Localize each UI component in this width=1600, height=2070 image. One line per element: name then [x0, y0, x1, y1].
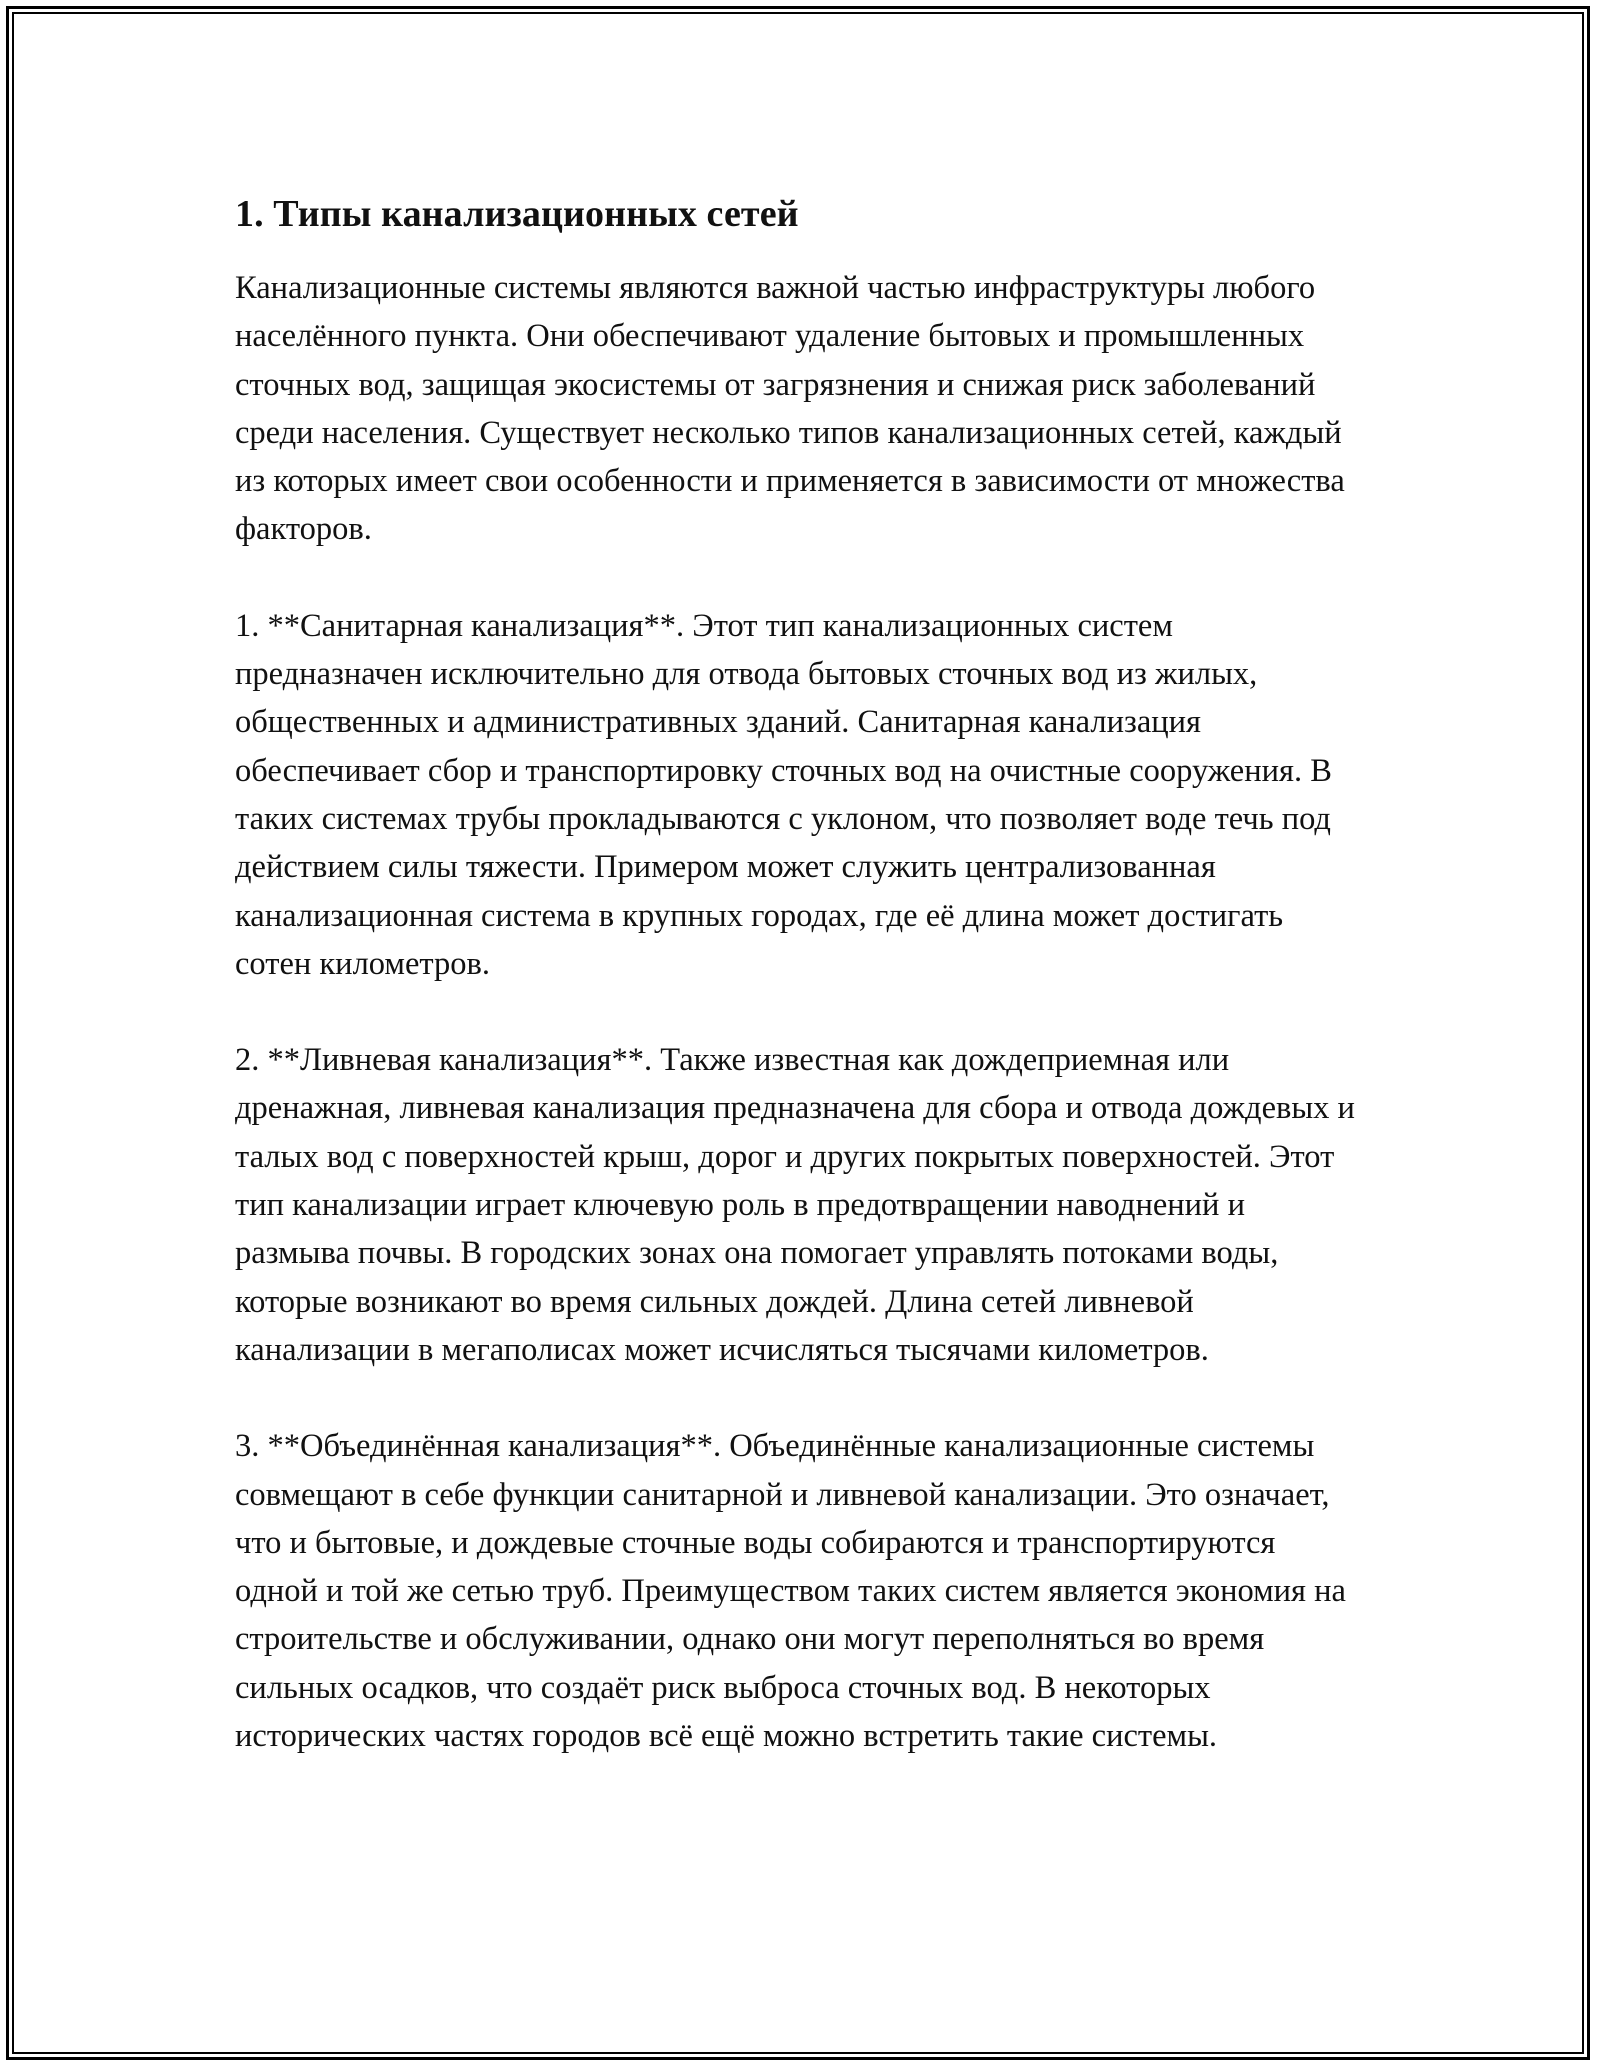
- paragraph-storm-sewer: 2. **Ливневая канализация**. Также известная как дождеприемная или дренажная, ливневая канализация предназначена для сбора и отвода дождевых и талых вод с поверхностей крыш, дорог и других покрытых поверхностей. Этот тип канализации играет ключевую роль в предотвращении наводнений и размыва почвы. В городских зонах она помогает управлять потоками воды, которые возникают во время сильных дождей. Длина сетей ливневой канализации в мегаполисах может исчисляться тысячами километров.: [235, 1042, 1355, 1368]
- paragraph-sanitary-sewer: 1. **Санитарная канализация**. Этот тип канализационных систем предназначен исключительно для отвода бытовых сточных вод из жилых, общественных и административных зданий. Санитарная канализация обеспечивает сбор и транспортировку сточных вод на очистные сооружения. В таких системах трубы прокладываются с уклоном, что позволяет воде течь под действием силы тяжести. Примером может служить централизованная канализационная система в крупных городах, где её длина может достигать сотен километров.: [235, 607, 1332, 982]
- intro-paragraph: Канализационные системы являются важной частью инфраструктуры любого населённого пункта. Они обеспечивают удаление бытовых и промышленных сточных вод, защищая экосистемы от загрязнения и снижая риск заболеваний среди населения. Существует несколько типов канализационных сетей, каждый из которых имеет свои особенности и применяется в зависимости от множества факторов.: [235, 270, 1345, 548]
- paragraph-combined-sewer: 3. **Объединённая канализация**. Объединённые канализационные системы совмещают в себе функции санитарной и ливневой канализации. Это означает, что и бытовые, и дождевые сточные воды собираются и транспортируются одной и той же сетью труб. Преимуществом таких систем является экономия на строительстве и обслуживании, однако они могут переполняться во время сильных осадков, что создаёт риск выброса сточных вод. В некоторых исторических частях городов всё ещё можно встретить такие системы.: [235, 1428, 1346, 1755]
- document-body: [235, 186, 1365, 1808]
- section-heading: 1. Типы канализационных сетей: [235, 193, 799, 235]
